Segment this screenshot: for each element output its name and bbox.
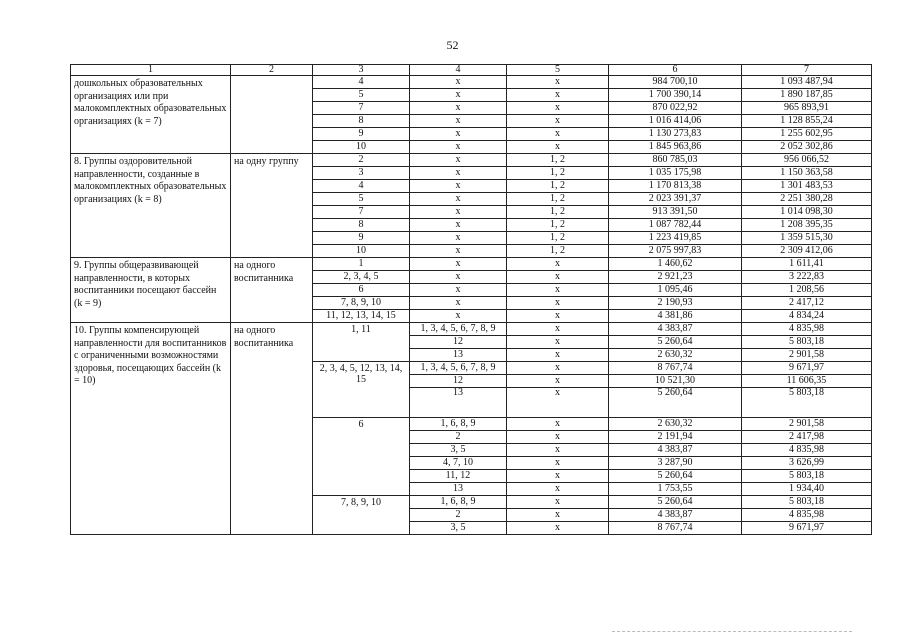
cell-col-7: 4 835,98 — [742, 444, 872, 457]
cell-col-5: 1, 2 — [507, 180, 609, 193]
cell-col-7: 1 014 098,30 — [742, 206, 872, 219]
cell-col-6: 1 095,46 — [609, 284, 742, 297]
cell-col-5: х — [507, 509, 609, 522]
cell-col-4: 12 — [410, 336, 507, 349]
cell-col-7: 4 835,98 — [742, 323, 872, 336]
cell-col-5: х — [507, 336, 609, 349]
cell-col-3: 3 — [313, 167, 410, 180]
cell-col-4: х — [410, 180, 507, 193]
cell-col-7: 2 901,58 — [742, 349, 872, 362]
cell-col-3: 7 — [313, 206, 410, 219]
cell-col-7: 3 222,83 — [742, 271, 872, 284]
cell-col-7: 5 803,18 — [742, 336, 872, 349]
cell-col-6: 2 023 391,37 — [609, 193, 742, 206]
cell-col-7: 1 128 855,24 — [742, 115, 872, 128]
cell-col-3: 10 — [313, 245, 410, 258]
cell-col-6: 5 260,64 — [609, 470, 742, 483]
cell-col-4: 13 — [410, 349, 507, 362]
cell-col-6: 1 170 813,38 — [609, 180, 742, 193]
group-range-cell: 2, 3, 4, 5, 12, 13, 14, 15 — [313, 362, 410, 418]
cell-col-5: х — [507, 284, 609, 297]
cell-col-3: 6 — [313, 284, 410, 297]
cell-col-3: 4 — [313, 76, 410, 89]
unit-of-measure — [231, 76, 313, 154]
cell-col-7: 965 893,91 — [742, 102, 872, 115]
cell-col-4: 13 — [410, 388, 507, 418]
cell-col-7: 1 208 395,35 — [742, 219, 872, 232]
unit-of-measure: на одну группу — [231, 154, 313, 258]
cell-col-6: 2 075 997,83 — [609, 245, 742, 258]
cell-col-5: х — [507, 496, 609, 509]
table-body — [71, 65, 872, 535]
cell-col-3: 5 — [313, 193, 410, 206]
cell-col-4: х — [410, 271, 507, 284]
cell-col-7: 1 150 363,58 — [742, 167, 872, 180]
cell-col-7: 1 208,56 — [742, 284, 872, 297]
cell-col-4: х — [410, 310, 507, 323]
cell-col-6: 8 767,74 — [609, 522, 742, 535]
cell-col-5: 1, 2 — [507, 154, 609, 167]
group-range-cell: 7, 8, 9, 10 — [313, 496, 410, 535]
cell-col-7: 5 803,18 — [742, 496, 872, 509]
cell-col-6: 2 921,23 — [609, 271, 742, 284]
group-type-name: 8. Группы оздоровительной направленности, созданные в малокомплектных образовательных организациях (k = 8) — [71, 154, 231, 258]
table-row — [71, 258, 872, 271]
cell-col-3: 7 — [313, 102, 410, 115]
cell-col-5: х — [507, 457, 609, 470]
cell-col-6: 3 287,90 — [609, 457, 742, 470]
cell-col-7: 2 309 412,06 — [742, 245, 872, 258]
cell-col-5: х — [507, 444, 609, 457]
cell-col-5: х — [507, 470, 609, 483]
cell-col-7: 9 671,97 — [742, 522, 872, 535]
cell-col-4: х — [410, 206, 507, 219]
cell-col-5: х — [507, 271, 609, 284]
cell-col-4: 2 — [410, 509, 507, 522]
cell-col-3: 1 — [313, 258, 410, 271]
cell-col-5: х — [507, 115, 609, 128]
cell-col-4: 4, 7, 10 — [410, 457, 507, 470]
cell-col-4: х — [410, 297, 507, 310]
cell-col-3: 11, 12, 13, 14, 15 — [313, 310, 410, 323]
cell-col-5: х — [507, 258, 609, 271]
header-cell-1: 1 — [71, 65, 231, 76]
header-cell-5: 5 — [507, 65, 609, 76]
cell-col-7: 3 626,99 — [742, 457, 872, 470]
cell-col-6: 4 383,87 — [609, 323, 742, 336]
cell-col-6: 4 383,87 — [609, 509, 742, 522]
cell-col-5: х — [507, 141, 609, 154]
cell-col-5: х — [507, 323, 609, 336]
cell-col-5: 1, 2 — [507, 193, 609, 206]
norms-table — [70, 64, 872, 535]
cell-col-6: 870 022,92 — [609, 102, 742, 115]
cell-col-4: 1, 3, 4, 5, 6, 7, 8, 9 — [410, 323, 507, 336]
table-row — [71, 323, 872, 336]
cell-col-4: 13 — [410, 483, 507, 496]
group-type-name: 10. Группы компенсирующей направленности для воспитанников с ограниченными возможностями здоровья, посещающих бассейн (k = 10) — [71, 323, 231, 535]
group-range-cell: 1, 11 — [313, 323, 410, 362]
table-row — [71, 76, 872, 89]
cell-col-4: х — [410, 76, 507, 89]
cell-col-3: 8 — [313, 219, 410, 232]
cell-col-4: 1, 3, 4, 5, 6, 7, 8, 9 — [410, 362, 507, 375]
cell-col-6: 1 087 782,44 — [609, 219, 742, 232]
cell-col-7: 1 934,40 — [742, 483, 872, 496]
cell-col-7: 4 834,24 — [742, 310, 872, 323]
cell-col-7: 2 901,58 — [742, 418, 872, 431]
cell-col-7: 956 066,52 — [742, 154, 872, 167]
table-row — [71, 154, 872, 167]
header-row — [71, 65, 872, 76]
cell-col-5: 1, 2 — [507, 245, 609, 258]
cell-col-4: х — [410, 102, 507, 115]
cell-col-5: х — [507, 388, 609, 418]
cell-col-5: 1, 2 — [507, 206, 609, 219]
cell-col-6: 10 521,30 — [609, 375, 742, 388]
cell-col-6: 4 383,87 — [609, 444, 742, 457]
cell-col-6: 913 391,50 — [609, 206, 742, 219]
cell-col-6: 5 260,64 — [609, 496, 742, 509]
cell-col-4: х — [410, 128, 507, 141]
cell-col-4: х — [410, 219, 507, 232]
cell-col-6: 2 630,32 — [609, 418, 742, 431]
cell-col-3: 7, 8, 9, 10 — [313, 297, 410, 310]
cell-col-7: 1 301 483,53 — [742, 180, 872, 193]
cell-col-3: 8 — [313, 115, 410, 128]
unit-of-measure: на одного воспитанника — [231, 258, 313, 323]
cell-col-5: х — [507, 431, 609, 444]
cell-col-5: х — [507, 297, 609, 310]
cell-col-3: 5 — [313, 89, 410, 102]
unit-of-measure: на одного воспитанника — [231, 323, 313, 535]
cell-col-4: х — [410, 89, 507, 102]
cell-col-7: 2 417,12 — [742, 297, 872, 310]
cell-col-6: 5 260,64 — [609, 336, 742, 349]
cell-col-4: х — [410, 193, 507, 206]
cell-col-5: х — [507, 483, 609, 496]
cell-col-7: 1 093 487,94 — [742, 76, 872, 89]
cell-col-6: 8 767,74 — [609, 362, 742, 375]
cell-col-6: 5 260,64 — [609, 388, 742, 418]
cell-col-4: х — [410, 284, 507, 297]
cell-col-4: х — [410, 141, 507, 154]
cell-col-5: х — [507, 310, 609, 323]
cell-col-5: х — [507, 76, 609, 89]
cell-col-7: 5 803,18 — [742, 388, 872, 418]
cell-col-6: 1 845 963,86 — [609, 141, 742, 154]
header-cell-6: 6 — [609, 65, 742, 76]
table-container — [70, 64, 872, 535]
cell-col-7: 9 671,97 — [742, 362, 872, 375]
cell-col-6: 2 630,32 — [609, 349, 742, 362]
header-cell-4: 4 — [410, 65, 507, 76]
group-type-name: дошкольных образовательных организациях или при малокомплектных образовательных организациях (k = 7) — [71, 76, 231, 154]
group-type-name: 9. Группы общеразвивающей направленности, в которых воспитанники посещают бассейн (k = 9) — [71, 258, 231, 323]
cell-col-3: 9 — [313, 232, 410, 245]
cell-col-6: 2 191,94 — [609, 431, 742, 444]
footer-divider — [612, 631, 852, 632]
cell-col-6: 1 753,55 — [609, 483, 742, 496]
cell-col-6: 2 190,93 — [609, 297, 742, 310]
cell-col-7: 2 417,98 — [742, 431, 872, 444]
cell-col-7: 2 251 380,28 — [742, 193, 872, 206]
group-range-cell: 6 — [313, 418, 410, 496]
cell-col-5: х — [507, 362, 609, 375]
cell-col-6: 860 785,03 — [609, 154, 742, 167]
cell-col-4: 1, 6, 8, 9 — [410, 418, 507, 431]
cell-col-6: 1 460,62 — [609, 258, 742, 271]
cell-col-5: х — [507, 89, 609, 102]
cell-col-4: х — [410, 232, 507, 245]
page-number: 52 — [446, 38, 459, 52]
cell-col-4: х — [410, 245, 507, 258]
header-cell-3: 3 — [313, 65, 410, 76]
cell-col-6: 1 700 390,14 — [609, 89, 742, 102]
cell-col-5: 1, 2 — [507, 232, 609, 245]
cell-col-4: 2 — [410, 431, 507, 444]
cell-col-6: 1 223 419,85 — [609, 232, 742, 245]
cell-col-4: 3, 5 — [410, 522, 507, 535]
cell-col-5: х — [507, 522, 609, 535]
cell-col-7: 1 359 515,30 — [742, 232, 872, 245]
cell-col-7: 5 803,18 — [742, 470, 872, 483]
cell-col-4: х — [410, 154, 507, 167]
cell-col-6: 1 130 273,83 — [609, 128, 742, 141]
cell-col-5: х — [507, 102, 609, 115]
header-cell-7: 7 — [742, 65, 872, 76]
cell-col-7: 11 606,35 — [742, 375, 872, 388]
cell-col-5: х — [507, 349, 609, 362]
cell-col-4: 1, 6, 8, 9 — [410, 496, 507, 509]
cell-col-4: 12 — [410, 375, 507, 388]
cell-col-5: х — [507, 418, 609, 431]
cell-col-6: 1 035 175,98 — [609, 167, 742, 180]
cell-col-3: 9 — [313, 128, 410, 141]
header-cell-2: 2 — [231, 65, 313, 76]
cell-col-3: 4 — [313, 180, 410, 193]
cell-col-7: 1 890 187,85 — [742, 89, 872, 102]
cell-col-3: 2, 3, 4, 5 — [313, 271, 410, 284]
cell-col-4: 3, 5 — [410, 444, 507, 457]
cell-col-6: 984 700,10 — [609, 76, 742, 89]
cell-col-5: х — [507, 375, 609, 388]
cell-col-4: 11, 12 — [410, 470, 507, 483]
cell-col-4: х — [410, 115, 507, 128]
cell-col-6: 4 381,86 — [609, 310, 742, 323]
cell-col-5: х — [507, 128, 609, 141]
cell-col-7: 1 611,41 — [742, 258, 872, 271]
cell-col-3: 2 — [313, 154, 410, 167]
cell-col-4: х — [410, 258, 507, 271]
cell-col-4: х — [410, 167, 507, 180]
cell-col-5: 1, 2 — [507, 219, 609, 232]
cell-col-6: 1 016 414,06 — [609, 115, 742, 128]
cell-col-7: 1 255 602,95 — [742, 128, 872, 141]
cell-col-7: 4 835,98 — [742, 509, 872, 522]
cell-col-7: 2 052 302,86 — [742, 141, 872, 154]
cell-col-3: 10 — [313, 141, 410, 154]
cell-col-5: 1, 2 — [507, 167, 609, 180]
